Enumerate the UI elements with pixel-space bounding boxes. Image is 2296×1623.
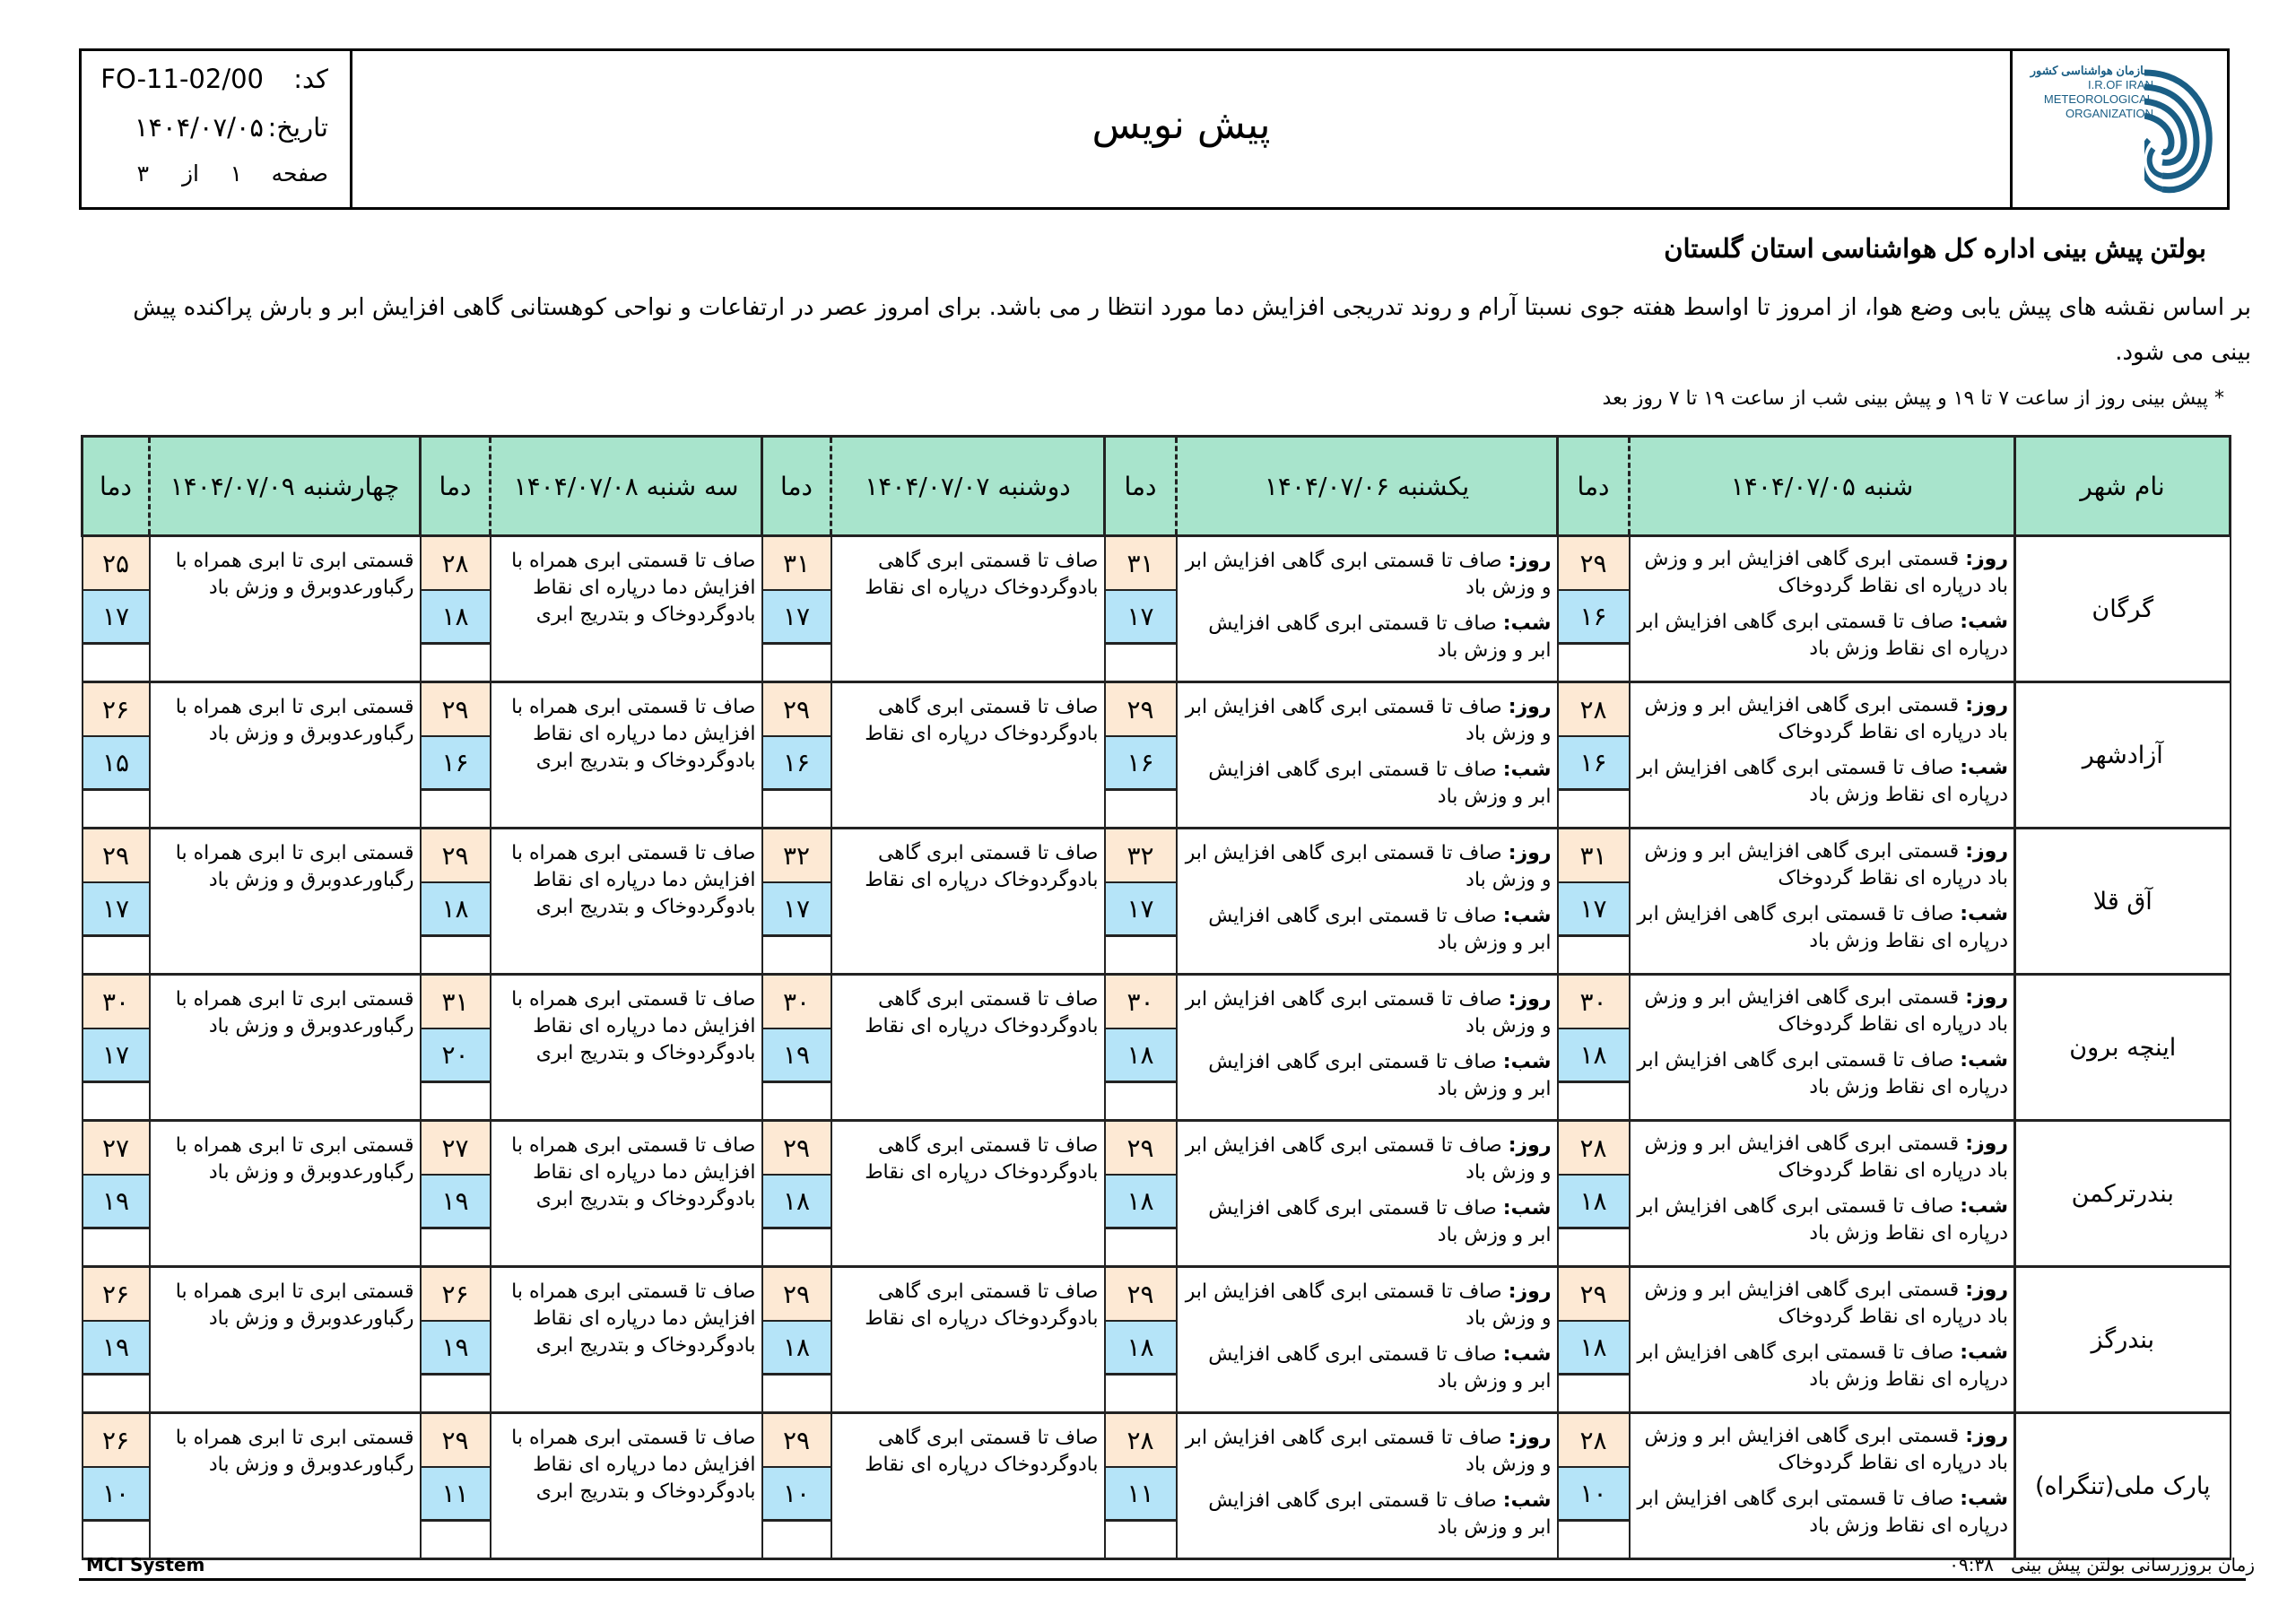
document-meta (82, 51, 352, 207)
max-temp: ۳۰ (763, 976, 831, 1029)
max-temp: ۲۹ (763, 683, 831, 737)
table-row (83, 975, 2231, 1121)
min-temp: ۱۸ (422, 883, 490, 937)
forecast-description (831, 682, 1105, 829)
max-temp: ۲۹ (83, 829, 149, 883)
forecast-description (150, 975, 421, 1121)
night-label: شب: (1960, 1195, 2008, 1218)
max-temp: ۲۹ (422, 683, 490, 737)
forecast-text: صاف تا قسمتی ابری همراه با افزایش دما درپاره ای نقاط بادوگردوخاک و بتدریج ابری (511, 988, 756, 1064)
day-label: روز: (1965, 548, 2008, 570)
night-label: شب: (1960, 1049, 2008, 1072)
day-forecast-text: صاف تا قسمتی ابری گاهی افزایش ابر و وزش باد (1185, 1134, 1552, 1184)
max-temp: ۲۹ (1559, 537, 1629, 591)
forecast-description (1177, 829, 1558, 975)
day-label: روز: (1965, 1279, 2008, 1301)
day-forecast (1181, 1279, 1552, 1332)
forecast-description (150, 1121, 421, 1267)
temperature-cell (1558, 829, 1630, 975)
temp-header: دما (1558, 437, 1630, 536)
night-forecast (1181, 1488, 1552, 1541)
day-label: روز: (1508, 550, 1552, 572)
forecast-text: صاف تا قسمتی ابری همراه با افزایش دما درپاره ای نقاط بادوگردوخاک و بتدریج ابری (511, 696, 756, 772)
day-forecast-text: صاف تا قسمتی ابری گاهی افزایش ابر و وزش باد (1185, 988, 1552, 1037)
max-temp: ۲۸ (1559, 683, 1629, 737)
max-temp: ۳۲ (1106, 829, 1176, 883)
date-value: ۱۴۰۴/۰۷/۰۵ (134, 112, 264, 143)
temperature-cell (83, 1121, 150, 1267)
forecast-text: صاف تا قسمتی ابری همراه با افزایش دما درپاره ای نقاط بادوگردوخاک و بتدریج ابری (511, 1280, 756, 1357)
forecast-description (1630, 1267, 2015, 1413)
min-temp: ۱۱ (422, 1468, 490, 1522)
night-forecast-text: صاف تا قسمتی ابری گاهی افزایش ابر درپاره ای نقاط وزش باد (1637, 757, 2008, 806)
forecast-text: قسمتی ابری تا ابری همراه با رگباورعدوبرق و وزش باد (175, 1427, 414, 1476)
temp-header: دما (421, 437, 491, 536)
temperature-cell (1105, 1267, 1177, 1413)
city-name: گرگان (2015, 536, 2231, 682)
night-forecast-text: صاف تا قسمتی ابری گاهی افزایش ابر درپاره ای نقاط وزش باد (1637, 1488, 2008, 1537)
day-forecast-text: قسمتی ابری گاهی افزایش ابر و وزش باد درپاره ای نقاط گردوخاک (1644, 840, 2008, 890)
max-temp: ۲۶ (422, 1268, 490, 1322)
min-temp: ۱۰ (1559, 1468, 1629, 1522)
city-header: نام شهر (2015, 437, 2231, 536)
forecast-text: صاف تا قسمتی ابری همراه با افزایش دما درپاره ای نقاط بادوگردوخاک و بتدریج ابری (511, 1427, 756, 1503)
day-forecast-text: قسمتی ابری گاهی افزایش ابر و وزش باد درپاره ای نقاط گردوخاک (1644, 1425, 2008, 1474)
day-forecast-text: قسمتی ابری گاهی افزایش ابر و وزش باد درپاره ای نقاط گردوخاک (1644, 986, 2008, 1036)
max-temp: ۲۸ (422, 537, 490, 591)
min-temp: ۱۶ (1559, 737, 1629, 791)
forecast-description (491, 1121, 762, 1267)
day-label: روز: (1508, 988, 1552, 1011)
temperature-cell (1105, 682, 1177, 829)
max-temp: ۲۸ (1106, 1414, 1176, 1468)
logo-en-line1: I.R.OF IRAN (2088, 78, 2153, 91)
temperature-cell (762, 975, 831, 1121)
day-forecast-text: صاف تا قسمتی ابری گاهی افزایش ابر و وزش باد (1185, 550, 1552, 599)
max-temp: ۲۹ (763, 1414, 831, 1468)
max-temp: ۲۹ (1106, 1268, 1176, 1322)
day-header: یکشنبه ۱۴۰۴/۰۷/۰۶ (1177, 437, 1558, 536)
forecast-description (1177, 682, 1558, 829)
max-temp: ۲۸ (1559, 1122, 1629, 1176)
night-forecast (1181, 1049, 1552, 1103)
day-forecast (1181, 548, 1552, 602)
min-temp: ۱۷ (1106, 883, 1176, 937)
day-header: شنبه ۱۴۰۴/۰۷/۰۵ (1630, 437, 2015, 536)
forecast-description (1630, 1121, 2015, 1267)
max-temp: ۲۵ (83, 537, 149, 591)
night-forecast-text: صاف تا قسمتی ابری گاهی افزایش ابر و وزش باد (1208, 1051, 1552, 1100)
table-header-row (83, 437, 2231, 536)
temperature-cell (1105, 1413, 1177, 1559)
night-forecast-text: صاف تا قسمتی ابری گاهی افزایش ابر درپاره ای نقاط وزش باد (1637, 611, 2008, 660)
min-temp: ۱۵ (83, 737, 149, 791)
forecast-text: صاف تا قسمتی ابری گاهی بادوگردوخاک درپاره ای نقاط (865, 988, 1099, 1037)
forecast-text: صاف تا قسمتی ابری گاهی بادوگردوخاک درپاره ای نقاط (865, 1427, 1099, 1476)
temperature-cell (1558, 1121, 1630, 1267)
night-forecast (1634, 755, 2009, 809)
day-forecast (1634, 1277, 2009, 1331)
table-row (83, 1267, 2231, 1413)
night-label: شب: (1502, 1489, 1552, 1512)
night-label: شب: (1960, 611, 2008, 633)
forecast-text: صاف تا قسمتی ابری گاهی بادوگردوخاک درپاره ای نقاط (865, 1280, 1099, 1330)
max-temp: ۲۹ (763, 1268, 831, 1322)
day-forecast (1181, 694, 1552, 748)
day-forecast (1634, 1423, 2009, 1477)
max-temp: ۲۹ (422, 829, 490, 883)
forecast-description (150, 682, 421, 829)
night-forecast-text: صاف تا قسمتی ابری گاهی افزایش ابر درپاره ای نقاط وزش باد (1637, 1195, 2008, 1245)
forecast-description (1177, 1267, 1558, 1413)
min-temp: ۱۸ (1106, 1029, 1176, 1083)
temperature-cell (1105, 536, 1177, 682)
forecast-description (1630, 682, 2015, 829)
min-temp: ۱۶ (1106, 737, 1176, 791)
day-forecast-text: صاف تا قسمتی ابری گاهی افزایش ابر و وزش باد (1185, 842, 1552, 891)
temperature-cell (1558, 1267, 1630, 1413)
night-label: شب: (1502, 1343, 1552, 1366)
night-label: شب: (1502, 1051, 1552, 1073)
temperature-cell (83, 682, 150, 829)
day-forecast (1181, 1133, 1552, 1186)
system-name: MCI System (86, 1554, 205, 1575)
day-forecast-text: صاف تا قسمتی ابری گاهی افزایش ابر و وزش باد (1185, 1280, 1552, 1330)
temperature-cell (421, 1413, 491, 1559)
min-temp: ۱۷ (1106, 591, 1176, 645)
night-forecast-text: صاف تا قسمتی ابری گاهی افزایش ابر و وزش باد (1208, 612, 1552, 662)
day-forecast (1181, 986, 1552, 1040)
night-forecast-text: صاف تا قسمتی ابری گاهی افزایش ابر درپاره ای نقاط وزش باد (1637, 1049, 2008, 1098)
min-temp: ۱۸ (763, 1322, 831, 1376)
city-name: بندرترکمن (2015, 1121, 2231, 1267)
table-row (83, 682, 2231, 829)
forecast-description (491, 536, 762, 682)
max-temp: ۳۰ (1106, 976, 1176, 1029)
max-temp: ۳۱ (1106, 537, 1176, 591)
forecast-description (831, 975, 1105, 1121)
code-value: FO-11-02/00 (100, 64, 264, 94)
logo (2010, 51, 2227, 207)
temperature-cell (1105, 1121, 1177, 1267)
day-label: روز: (1508, 1427, 1552, 1449)
min-temp: ۱۸ (1106, 1322, 1176, 1376)
max-temp: ۳۰ (1559, 976, 1629, 1029)
max-temp: ۲۶ (83, 683, 149, 737)
max-temp: ۳۲ (763, 829, 831, 883)
city-name: پارک ملی(تنگراه) (2015, 1413, 2231, 1559)
temperature-cell (83, 1413, 150, 1559)
day-label: روز: (1965, 986, 2008, 1009)
night-forecast-text: صاف تا قسمتی ابری گاهی افزایش ابر و وزش باد (1208, 1197, 1552, 1246)
min-temp: ۱۷ (763, 883, 831, 937)
temperature-cell (1105, 829, 1177, 975)
page-of: از (181, 161, 199, 187)
forecast-description (491, 1413, 762, 1559)
day-header: دوشنبه ۱۴۰۴/۰۷/۰۷ (831, 437, 1105, 536)
forecast-description (491, 829, 762, 975)
forecast-description (1630, 975, 2015, 1121)
night-label: شب: (1960, 1341, 2008, 1364)
min-temp: ۱۰ (763, 1468, 831, 1522)
night-forecast-text: صاف تا قسمتی ابری گاهی افزایش ابر درپاره ای نقاط وزش باد (1637, 1341, 2008, 1391)
temperature-cell (421, 975, 491, 1121)
night-forecast-text: صاف تا قسمتی ابری گاهی افزایش ابر و وزش باد (1208, 759, 1552, 808)
temp-header: دما (1105, 437, 1177, 536)
min-temp: ۱۷ (83, 1029, 149, 1083)
forecast-description (831, 1121, 1105, 1267)
night-forecast (1181, 611, 1552, 664)
night-forecast (1634, 609, 2009, 663)
temperature-cell (1558, 536, 1630, 682)
night-forecast (1634, 1340, 2009, 1393)
night-label: شب: (1960, 903, 2008, 925)
forecast-description (491, 1267, 762, 1413)
night-forecast-text: صاف تا قسمتی ابری گاهی افزایش ابر و وزش باد (1208, 1489, 1552, 1539)
document-header-box (79, 48, 2230, 210)
bulletin-title: بولتن پیش بینی اداره کل هواشناسی استان گلستان (1664, 235, 2206, 264)
min-temp: ۱۸ (1559, 1322, 1629, 1376)
forecast-description (1630, 536, 2015, 682)
temperature-cell (1558, 1413, 1630, 1559)
night-label: شب: (1502, 905, 1552, 927)
min-temp: ۱۶ (1559, 591, 1629, 645)
temperature-cell (762, 1121, 831, 1267)
night-forecast-text: صاف تا قسمتی ابری گاهی افزایش ابر و وزش باد (1208, 905, 1552, 954)
max-temp: ۲۹ (763, 1122, 831, 1176)
forecast-description (150, 1413, 421, 1559)
forecast-text: صاف تا قسمتی ابری همراه با افزایش دما درپاره ای نقاط بادوگردوخاک و بتدریج ابری (511, 842, 756, 918)
min-temp: ۱۹ (422, 1322, 490, 1376)
max-temp: ۳۱ (763, 537, 831, 591)
forecast-description (1630, 1413, 2015, 1559)
max-temp: ۲۸ (1559, 1414, 1629, 1468)
update-label: زمان بروزرسانی بولتن پیش بینی (2011, 1554, 2255, 1575)
forecast-description (831, 536, 1105, 682)
city-name: بندرگز (2015, 1267, 2231, 1413)
night-label: شب: (1502, 759, 1552, 781)
min-temp: ۱۶ (422, 737, 490, 791)
max-temp: ۲۶ (83, 1268, 149, 1322)
day-label: روز: (1508, 1134, 1552, 1157)
temperature-cell (1558, 682, 1630, 829)
update-time: ۰۹:۳۸ (1949, 1554, 1995, 1575)
day-header: سه شنبه ۱۴۰۴/۰۷/۰۸ (491, 437, 762, 536)
temperature-cell (83, 829, 150, 975)
forecast-description (150, 829, 421, 975)
forecast-description (831, 1267, 1105, 1413)
night-forecast-text: صاف تا قسمتی ابری گاهی افزایش ابر درپاره ای نقاط وزش باد (1637, 903, 2008, 952)
day-label: روز: (1965, 840, 2008, 863)
page-label: صفحه (271, 161, 328, 187)
forecast-description (831, 1413, 1105, 1559)
temp-header: دما (762, 437, 831, 536)
temperature-cell (762, 1413, 831, 1559)
forecast-text: قسمتی ابری تا ابری همراه با رگباورعدوبرق و وزش باد (175, 842, 414, 891)
day-forecast-text: صاف تا قسمتی ابری گاهی افزایش ابر و وزش باد (1185, 696, 1552, 745)
forecast-text: صاف تا قسمتی ابری گاهی بادوگردوخاک درپاره ای نقاط (865, 1134, 1099, 1184)
day-label: روز: (1508, 842, 1552, 864)
day-forecast-text: قسمتی ابری گاهی افزایش ابر و وزش باد درپاره ای نقاط گردوخاک (1644, 1133, 2008, 1182)
night-forecast (1181, 903, 1552, 957)
day-forecast (1634, 985, 2009, 1038)
min-temp: ۱۰ (83, 1468, 149, 1522)
min-temp: ۱۹ (422, 1176, 490, 1229)
forecast-text: قسمتی ابری تا ابری همراه با رگباورعدوبرق و وزش باد (175, 1134, 414, 1184)
night-label: شب: (1502, 612, 1552, 635)
forecast-note: * پیش بینی روز از ساعت ۷ تا ۱۹ و پیش بینی شب از ساعت ۱۹ تا ۷ روز بعد (1602, 387, 2224, 410)
temp-header: دما (83, 437, 150, 536)
day-forecast-text: قسمتی ابری گاهی افزایش ابر و وزش باد درپاره ای نقاط گردوخاک (1644, 1279, 2008, 1328)
forecast-text: قسمتی ابری تا ابری همراه با رگباورعدوبرق و وزش باد (175, 1280, 414, 1330)
code-label: کد: (293, 64, 328, 94)
forecast-description (491, 682, 762, 829)
min-temp: ۱۱ (1106, 1468, 1176, 1522)
day-forecast (1181, 840, 1552, 894)
min-temp: ۱۸ (1559, 1029, 1629, 1083)
day-header: چهارشنبه ۱۴۰۴/۰۷/۰۹ (150, 437, 421, 536)
update-time-line (1949, 1554, 2255, 1575)
temperature-cell (421, 682, 491, 829)
day-forecast-text: قسمتی ابری گاهی افزایش ابر و وزش باد درپاره ای نقاط گردوخاک (1644, 548, 2008, 597)
min-temp: ۱۸ (422, 591, 490, 645)
table-row (83, 536, 2231, 682)
min-temp: ۱۹ (83, 1322, 149, 1376)
night-forecast (1634, 1193, 2009, 1247)
day-label: روز: (1965, 1133, 2008, 1155)
min-temp: ۱۸ (1559, 1176, 1629, 1229)
temperature-cell (762, 1267, 831, 1413)
temperature-cell (762, 536, 831, 682)
day-forecast (1634, 546, 2009, 600)
night-forecast (1634, 1486, 2009, 1540)
min-temp: ۱۷ (83, 883, 149, 937)
min-temp: ۱۶ (763, 737, 831, 791)
table-row (83, 829, 2231, 975)
max-temp: ۳۱ (1559, 829, 1629, 883)
forecast-description (1177, 536, 1558, 682)
forecast-text: صاف تا قسمتی ابری همراه با افزایش دما درپاره ای نقاط بادوگردوخاک و بتدریج ابری (511, 1134, 756, 1211)
max-temp: ۳۱ (422, 976, 490, 1029)
forecast-description (150, 1267, 421, 1413)
page-total: ۳ (136, 161, 149, 187)
min-temp: ۱۸ (1106, 1176, 1176, 1229)
max-temp: ۲۹ (422, 1414, 490, 1468)
forecast-text: قسمتی ابری تا ابری همراه با رگباورعدوبرق و وزش باد (175, 696, 414, 745)
footer-divider (79, 1578, 2246, 1581)
temperature-cell (83, 975, 150, 1121)
min-temp: ۱۷ (763, 591, 831, 645)
temperature-cell (762, 829, 831, 975)
day-forecast (1634, 838, 2009, 892)
logo-en-line2: METEOROLOGICAL (2043, 92, 2153, 106)
min-temp: ۲۰ (422, 1029, 490, 1083)
max-temp: ۲۷ (83, 1122, 149, 1176)
min-temp: ۱۹ (83, 1176, 149, 1229)
day-label: روز: (1965, 694, 2008, 716)
forecast-description (491, 975, 762, 1121)
night-forecast (1634, 1047, 2009, 1101)
city-name: آزادشهر (2015, 682, 2231, 829)
logo-text (2031, 64, 2153, 121)
day-forecast-text: صاف تا قسمتی ابری گاهی افزایش ابر و وزش باد (1185, 1427, 1552, 1476)
temperature-cell (83, 1267, 150, 1413)
forecast-description (150, 536, 421, 682)
night-forecast (1181, 1341, 1552, 1395)
night-forecast (1634, 901, 2009, 955)
forecast-text: صاف تا قسمتی ابری گاهی بادوگردوخاک درپاره ای نقاط (865, 550, 1099, 599)
meteorology-spiral-icon (2144, 64, 2216, 198)
forecast-summary: بر اساس نقشه های پیش یابی وضع هوا، از امروز تا اواسط هفته جوی نسبتا آرام و روند تدریجی افزایش دما مورد انتظا ر می باشد. برای امروز عصر در ارتفاعات و نواحی کوهستانی گاهی افزایش ابر و بارش پراکنده پیش بینی می شود. (133, 294, 2251, 366)
temperature-cell (83, 536, 150, 682)
night-forecast-text: صاف تا قسمتی ابری گاهی افزایش ابر و وزش باد (1208, 1343, 1552, 1393)
max-temp: ۲۹ (1106, 683, 1176, 737)
forecast-description (831, 829, 1105, 975)
day-label: روز: (1508, 1280, 1552, 1303)
temperature-cell (421, 536, 491, 682)
max-temp: ۲۹ (1106, 1122, 1176, 1176)
day-label: روز: (1965, 1425, 2008, 1447)
temperature-cell (1105, 975, 1177, 1121)
temperature-cell (421, 1267, 491, 1413)
logo-en-line3: ORGANIZATION (2066, 107, 2153, 120)
max-temp: ۲۶ (83, 1414, 149, 1468)
forecast-table (81, 435, 2231, 1560)
day-forecast-text: قسمتی ابری گاهی افزایش ابر و وزش باد درپاره ای نقاط گردوخاک (1644, 694, 2008, 743)
logo-fa-name: سازمان هواشناسی کشور (2030, 64, 2153, 77)
city-name: اینچه برون (2015, 975, 2231, 1121)
min-temp: ۱۷ (1559, 883, 1629, 937)
night-forecast (1181, 757, 1552, 811)
date-label: تاریخ: (267, 112, 328, 143)
forecast-description (1177, 1413, 1558, 1559)
forecast-text: صاف تا قسمتی ابری گاهی بادوگردوخاک درپاره ای نقاط (865, 842, 1099, 891)
page-current: ۱ (230, 161, 242, 187)
min-temp: ۱۷ (83, 591, 149, 645)
min-temp: ۱۸ (763, 1176, 831, 1229)
forecast-text: صاف تا قسمتی ابری همراه با افزایش دما درپاره ای نقاط بادوگردوخاک و بتدریج ابری (511, 550, 756, 626)
forecast-description (1630, 829, 2015, 975)
day-forecast (1181, 1425, 1552, 1479)
table-row (83, 1121, 2231, 1267)
document-title: پیش نویس (1091, 101, 1271, 148)
table-row (83, 1413, 2231, 1559)
forecast-description (1177, 1121, 1558, 1267)
temperature-cell (421, 829, 491, 975)
night-label: شب: (1960, 1488, 2008, 1510)
max-temp: ۳۰ (83, 976, 149, 1029)
forecast-text: صاف تا قسمتی ابری گاهی بادوگردوخاک درپاره ای نقاط (865, 696, 1099, 745)
temperature-cell (762, 682, 831, 829)
day-label: روز: (1508, 696, 1552, 718)
forecast-description (1177, 975, 1558, 1121)
max-temp: ۲۹ (1559, 1268, 1629, 1322)
night-label: شب: (1960, 757, 2008, 779)
temperature-cell (1558, 975, 1630, 1121)
day-forecast (1634, 692, 2009, 746)
night-forecast (1181, 1195, 1552, 1249)
max-temp: ۲۷ (422, 1122, 490, 1176)
temperature-cell (421, 1121, 491, 1267)
city-name: آق قلا (2015, 829, 2231, 975)
min-temp: ۱۹ (763, 1029, 831, 1083)
night-label: شب: (1502, 1197, 1552, 1219)
day-forecast (1634, 1131, 2009, 1185)
forecast-text: قسمتی ابری تا ابری همراه با رگباورعدوبرق و وزش باد (175, 988, 414, 1037)
forecast-text: قسمتی ابری تا ابری همراه با رگباورعدوبرق و وزش باد (175, 550, 414, 599)
